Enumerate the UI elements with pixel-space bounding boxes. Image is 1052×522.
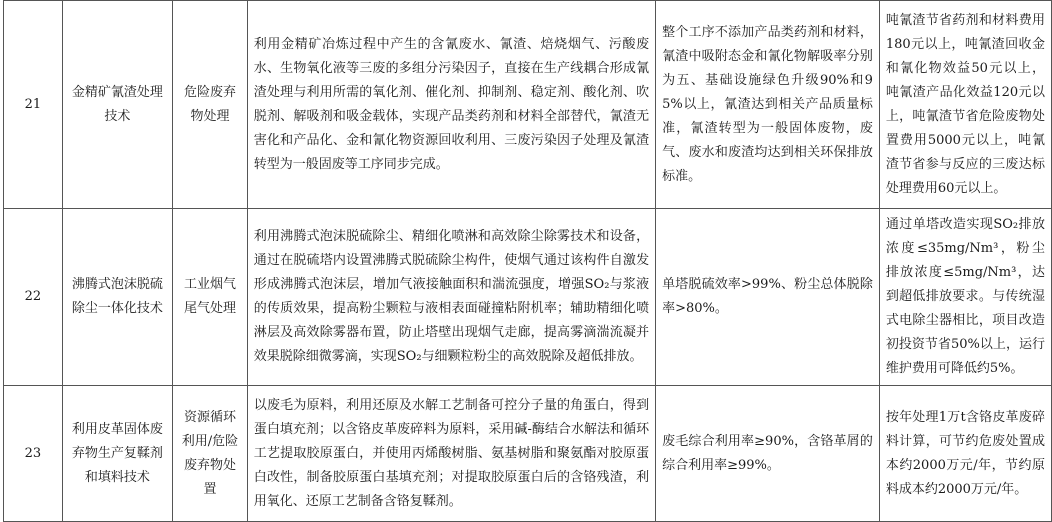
row-number: 21 — [4, 1, 63, 209]
technology-category: 危险废弃物处理 — [173, 1, 248, 209]
technology-effect: 整个工序不添加产品类药剂和材料，氰渣中吸附态金和氰化物解吸率分别为五、基础设施绿色升级90%和95%以上，氰渣达到相关产品质量标准，氰渣转型为一般固体废物，废气、废水和废渣均达到相关环保排放标准。 — [656, 1, 880, 209]
technology-benefit: 吨氰渣节省药剂和材料费用180元以上，吨氰渣回收金和氰化物效益50元以上，吨氰渣产品化效益120元以上，吨氰渣节省危险废物处置费用5000元以上，吨氰渣节省参与反应的三废达标处理费用60元以上。 — [879, 1, 1051, 209]
technology-name: 利用皮革固体废弃物生产复鞣剂和填料技术 — [62, 386, 172, 522]
technology-catalog-table — [3, 0, 1052, 522]
table-row — [4, 209, 1052, 386]
technology-description: 利用金精矿冶炼过程中产生的含氰废水、氰渣、焙烧烟气、污酸废水、生物氧化液等三废的多组分污染因子，直接在生产线耦合形成氰渣处理与利用所需的氧化剂、催化剂、抑制剂、稳定剂、酸化剂、吹脱剂、解吸剂和吸金载体，实现产品类药剂和材料全部替代，氰渣无害化和产品化、金和氰化物资源回收利用、三废污染因子处理及氰渣转型为一般固废等工序同步完成。 — [247, 1, 655, 209]
technology-name: 金精矿氰渣处理技术 — [62, 1, 172, 209]
technology-effect: 单塔脱硫效率>99%、粉尘总体脱除率>80%。 — [656, 209, 880, 386]
technology-description: 以废毛为原料，利用还原及水解工艺制备可控分子量的角蛋白，得到蛋白填充剂；以含铬皮革废碎料为原料，采用碱-酶结合水解法和循环工艺提取胶原蛋白，并使用丙烯酸树脂、氨基树脂和聚氨酯对胶原蛋白改性，制备胶原蛋白基填充剂；对提取胶原蛋白后的含铬残渣，利用氧化、还原工艺制备含铬复鞣剂。 — [247, 386, 655, 522]
technology-category: 资源循环利用/危险废弃物处置 — [173, 386, 248, 522]
row-number: 22 — [4, 209, 63, 386]
technology-effect: 废毛综合利用率≥90%，含铬革屑的综合利用率≥99%。 — [656, 386, 880, 522]
table-row — [4, 386, 1052, 522]
technology-benefit: 按年处理1万t含铬皮革废碎料计算，可节约危废处置成本约2000万元/年，节约原料成本约2000万元/年。 — [879, 386, 1051, 522]
row-number: 23 — [4, 386, 63, 522]
technology-category: 工业烟气尾气处理 — [173, 209, 248, 386]
technology-description: 利用沸腾式泡沫脱硫除尘、精细化喷淋和高效除尘除雾技术和设备，通过在脱硫塔内设置沸腾式脱硫除尘构件，使烟气通过该构件自激发形成沸腾式泡沫层，增加气液接触面积和湍流强度，增强SO₂与浆液的传质效果，提高粉尘颗粒与液相表面碰撞粘附机率；辅助精细化喷淋层及高效除雾器布置，防止塔壁出现烟气走廊，提高雾滴湍流凝并效果脱除细微雾滴，实现SO₂与细颗粒粉尘的高效脱除及超低排放。 — [247, 209, 655, 386]
technology-name: 沸腾式泡沫脱硫除尘一体化技术 — [62, 209, 172, 386]
technology-benefit: 通过单塔改造实现SO₂排放浓度≤35mg/Nm³，粉尘排放浓度≤5mg/Nm³，达到超低排放要求。与传统湿式电除尘器相比，项目改造初投资节省50%以上，运行维护费用可降低约5%。 — [879, 209, 1051, 386]
table-row — [4, 1, 1052, 209]
